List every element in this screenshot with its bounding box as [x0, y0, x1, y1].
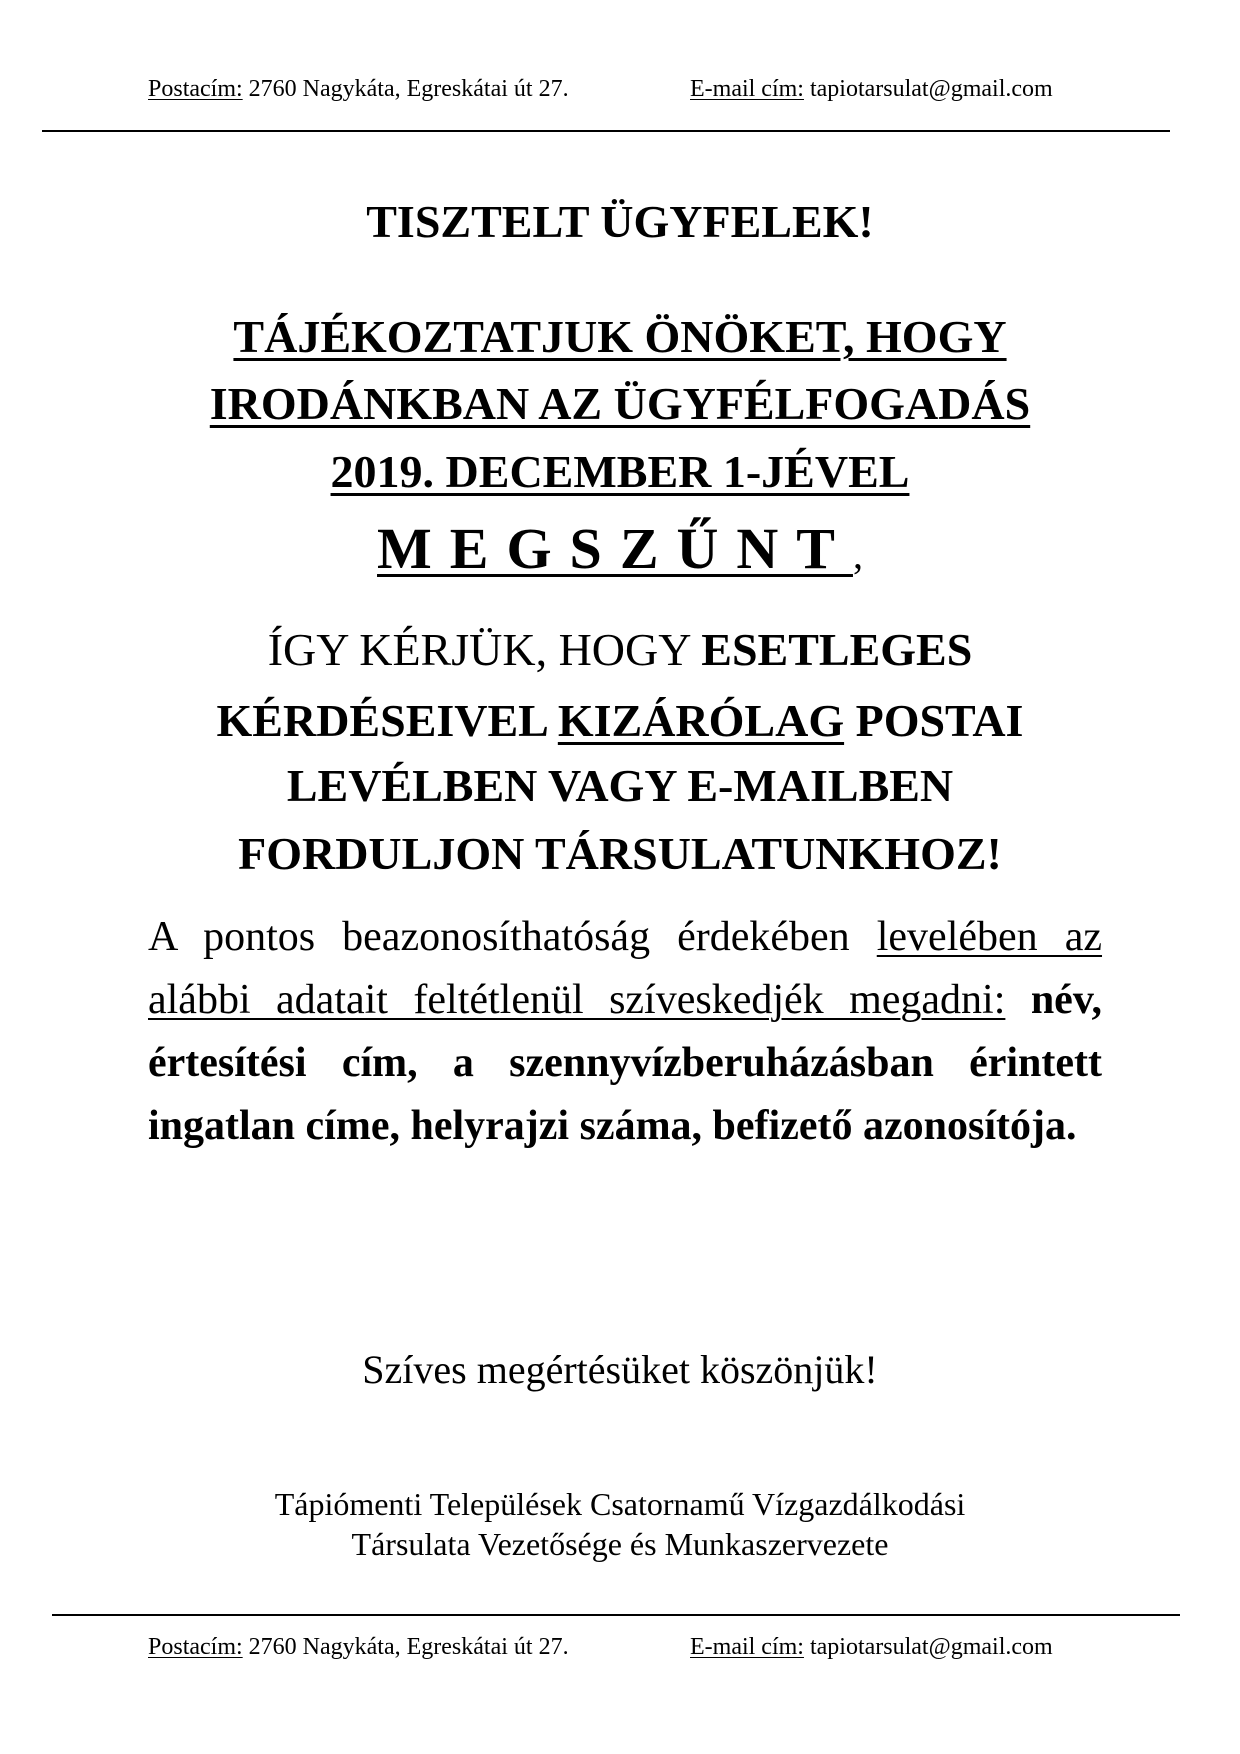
header-postal-address [148, 74, 569, 104]
footer-divider [52, 1614, 1180, 1616]
header-email-value: tapiotarsulat@gmail.com [803, 76, 1053, 102]
footer-email-value: tapiotarsulat@gmail.com [803, 1634, 1053, 1660]
thanks-text: Szíves megértésüket köszönjük! [362, 1347, 878, 1392]
header-divider [42, 130, 1170, 132]
paragraph-underlined: levelében az alábbi adatait feltétlenül szíveskedjék megadni: [148, 914, 1103, 1023]
header-email [690, 74, 1053, 104]
notice-line-3: 2019. DECEMBER 1-JÉVEL [330, 446, 910, 497]
notice-line-1: TÁJÉKOZTATJUK ÖNÖKET, HOGY [233, 311, 1007, 362]
request-line-1: ÍGY KÉRJÜK, HOGY ESETLEGES [267, 624, 973, 675]
paragraph-bold: név, értesítési cím, a szennyvízberuházásban érintett ingatlan címe, helyrajzi száma, befizető azonosítója. [148, 977, 1102, 1149]
notice-line-2: IRODÁNKBAN AZ ÜGYFÉLFOGADÁS [209, 378, 1031, 429]
header-email-label: E-mail cím: [690, 76, 804, 102]
identification-paragraph [148, 906, 1102, 1158]
header-post-label: Postacím: [148, 76, 243, 102]
signature-line-1: Tápiómenti Települések Csatornamű Vízgazdálkodási [274, 1486, 966, 1522]
kizarolag-text: KIZÁRÓLAG [557, 695, 845, 746]
page-title: TISZTELT ÜGYFELEK! [366, 196, 874, 247]
megszunt-comma: , [852, 532, 863, 577]
header-post-value: 2760 Nagykáta, Egreskátai út 27. [242, 76, 569, 102]
footer-email [690, 1632, 1053, 1662]
notice-emphasis [0, 513, 1240, 591]
request-line-4: FORDULJON TÁRSULATUNKHOZ! [238, 828, 1002, 879]
footer-postal-address [148, 1632, 569, 1662]
request-line-3: LEVÉLBEN VAGY E-MAILBEN [286, 760, 954, 811]
footer-email-label: E-mail cím: [690, 1634, 804, 1660]
footer-post-label: Postacím: [148, 1634, 243, 1660]
signature-line-2: Társulata Vezetősége és Munkaszervezete [351, 1526, 889, 1562]
request-line-2: KÉRDÉSEIVEL KIZÁRÓLAG POSTAI [216, 695, 1024, 746]
footer-post-value: 2760 Nagykáta, Egreskátai út 27. [242, 1634, 569, 1660]
megszunt-text: MEGSZŰNT [377, 516, 853, 581]
paragraph-intro: A pontos beazonosíthatóság érdekében [148, 914, 877, 960]
